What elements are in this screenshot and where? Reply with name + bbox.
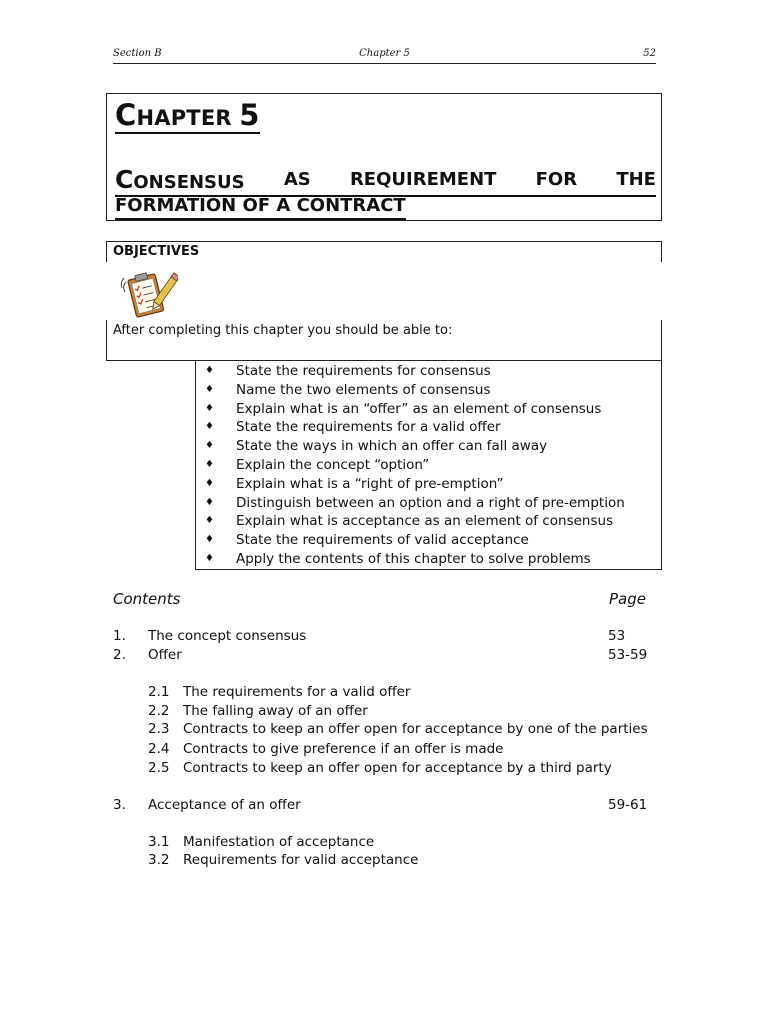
toc-subentry: Contracts to give preference if an offer is made — [183, 741, 504, 757]
toc-subentry: Requirements for valid acceptance — [183, 852, 419, 868]
list-item: ♦ State the ways in which an offer can fall away — [205, 438, 548, 455]
header-page-number: 52 — [643, 48, 656, 59]
chapter-title-line-1: CONSENSUS AS REQUIREMENT FOR THE — [115, 168, 656, 197]
header-chapter: Chapter 5 — [359, 48, 410, 59]
list-item: ♦ State the requirements of valid acceptance — [205, 532, 529, 549]
header-section: Section B — [113, 48, 162, 59]
toc-entry: Acceptance of an offer — [148, 797, 301, 813]
chapter-title-line-2: FORMATION OF A CONTRACT — [115, 194, 406, 220]
list-item: ♦ Explain the concept “option” — [205, 456, 430, 473]
toc-subentry: The requirements for a valid offer — [183, 684, 411, 700]
clipboard-pencil-icon — [120, 268, 178, 320]
page-column-heading: Page — [609, 590, 646, 608]
diamond-bullet-icon: ♦ — [205, 477, 214, 489]
objectives-intro: After completing this chapter you should be able to: — [113, 323, 453, 338]
toc-subnumber: 2.5 — [148, 760, 170, 776]
diamond-bullet-icon: ♦ — [205, 383, 214, 395]
list-item: ♦ State the requirements for consensus — [205, 363, 491, 379]
toc-subentry: The falling away of an offer — [183, 703, 368, 719]
toc-number: 1. — [113, 628, 126, 644]
chapter-label: CHAPTER 5 — [115, 98, 260, 132]
list-item: ♦ Name the two elements of consensus — [205, 381, 491, 398]
diamond-bullet-icon: ♦ — [205, 552, 214, 564]
list-item: ♦ Distinguish between an option and a right of pre-emption — [205, 494, 625, 511]
list-item: ♦ Explain what is an “offer” as an element of consensus — [205, 400, 602, 417]
toc-subnumber: 3.2 — [148, 852, 170, 868]
toc-page: 53-59 — [608, 647, 648, 663]
diamond-bullet-icon: ♦ — [205, 515, 214, 527]
toc-page: 59-61 — [608, 797, 648, 813]
list-item: ♦ Explain what is acceptance as an element of consensus — [205, 513, 614, 530]
list-item: ♦ Explain what is a “right of pre-emption” — [205, 475, 504, 492]
running-header — [113, 45, 656, 64]
diamond-bullet-icon: ♦ — [205, 534, 214, 546]
toc-subentry: Contracts to keep an offer open for acceptance by a third party — [183, 760, 612, 776]
objectives-list — [195, 360, 662, 570]
chapter-title-box — [106, 93, 662, 221]
diamond-bullet-icon: ♦ — [205, 496, 214, 508]
diamond-bullet-icon: ♦ — [205, 440, 214, 452]
toc-subnumber: 2.2 — [148, 703, 170, 719]
toc-subnumber: 2.4 — [148, 741, 170, 757]
toc-page: 53 — [608, 628, 626, 644]
objectives-heading: OBJECTIVES — [113, 244, 200, 259]
diamond-bullet-icon: ♦ — [205, 421, 214, 433]
list-item: ♦ Apply the contents of this chapter to solve problems — [205, 550, 591, 567]
toc-subnumber: 3.1 — [148, 834, 170, 850]
diamond-bullet-icon: ♦ — [205, 458, 214, 470]
toc-subentry: Manifestation of acceptance — [183, 834, 375, 850]
toc-subnumber: 2.1 — [148, 684, 170, 700]
toc-entry: Offer — [148, 647, 182, 663]
diamond-bullet-icon: ♦ — [205, 402, 214, 414]
toc-number: 2. — [113, 647, 126, 663]
toc-subentry: Contracts to keep an offer open for acceptance by one of the parties — [183, 721, 648, 737]
list-item: ♦ State the requirements for a valid offer — [205, 419, 501, 436]
toc-number: 3. — [113, 797, 126, 813]
toc-entry: The concept consensus — [148, 628, 307, 644]
toc-subnumber: 2.3 — [148, 721, 170, 737]
contents-heading: Contents — [113, 590, 181, 608]
diamond-bullet-icon: ♦ — [205, 365, 214, 376]
